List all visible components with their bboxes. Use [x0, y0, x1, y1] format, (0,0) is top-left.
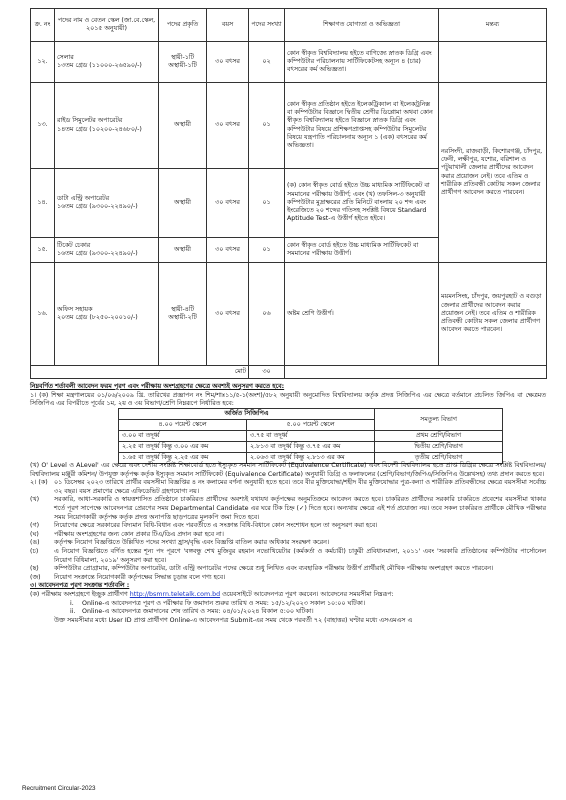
- condition-item: [30, 565, 546, 574]
- row-post: [55, 238, 159, 263]
- item-text: কম্পিউটার প্রোগ্রামার, কম্পিউটার অপারেটর, ডাটা এন্ট্রি অপারেটর পদের ক্ষেত্রে শুধু লিখিত এবং ব্যবহারিক পরীক্ষায় উত্তীর্ণ প্রার্থীরাই মৌখিক পরীক্ষায় অংশগ্রহণ করতে পারবেন।: [54, 565, 494, 573]
- table-row: [31, 42, 547, 83]
- total-empty: [285, 366, 547, 379]
- row-nature: অস্থায়ী: [159, 169, 207, 238]
- table-row: [31, 83, 547, 169]
- gpa-cell: ২.২৫ বা তদূর্ধ্ব কিন্তু ৩.০০ এর কম: [119, 442, 247, 453]
- row-qualification: কোন স্বীকৃত প্রতিষ্ঠান হইতে ইলেকট্রিক্যাল বা ইলেকট্রনিক্স বা কম্পিউটার বিজ্ঞানে দ্বিতীয় শ্রেণীর ডিপ্লোমা অথবা কোন স্বীকৃত বিশ্ববিদ্যালয় হইতে বিজ্ঞানে স্নাতক ডিগ্রি এবং কম্পিউটার বিষয়ে প্রশিক্ষণপ্রাপ্তসহ কম্পিউটার সিমুলেটর বিষয়ে যন্ত্রপাতি পরিচালনায় অন্যূন ১ (এক) বৎসরের কর্ম অভিজ্ঞতা।: [285, 83, 439, 169]
- gpa-cell: দ্বিতীয় শ্রেণি/বিভাগ: [375, 442, 503, 453]
- item-marker: (খ): [30, 496, 40, 504]
- row-remarks-block: ময়মনসিংহ, চাঁদপুর, জয়পুরহাট ও বগুড়া জেলার প্রার্থীদের আবেদন করার প্রয়োজন নেই। তবে এতিম ও শারীরিক প্রতিবন্ধী কোটায় সকল জেলার প্রার্থীগণ আবেদন করতে পারবেন।: [439, 263, 547, 366]
- item-marker: (চ): [30, 547, 39, 555]
- conditions-title: নিম্নবর্ণিত শর্তাবলী আবেদন ফরম পূরণ এবং পরীক্ষায় অংশগ্রহণের ক্ষেত্রে অবশ্যই অনুসরণ করতে হবে:: [30, 383, 285, 390]
- post-name: রাইড সিমুলেটর অপারেটর: [57, 117, 123, 125]
- row-count: ০১: [249, 238, 285, 263]
- post-name: সেলার: [57, 53, 74, 61]
- condition-item: [30, 539, 546, 548]
- row-qualification: (ক) কোন স্বীকৃত বোর্ড হইতে উচ্চ মাধ্যমিক সার্টিফিকেট বা সমমানের পরীক্ষায় উত্তীর্ণ; এবং (খ) তফসিল-৩ অনুযায়ী কম্পিউটার মুদ্রাক্ষরের প্রতি মিনিটে বাংলায় ২০ শব্দ এবং ইংরেজিতে ২০ শব্দের গতিসহ সংশ্লিষ্ট বিষয়ে Standard Aptitude Test-এ উত্তীর্ণ হইতে হইবে।: [285, 169, 439, 238]
- gpa-row: [119, 431, 503, 442]
- row-serial: ১৫.: [31, 238, 55, 263]
- row-count: ০১: [249, 169, 285, 238]
- row-remarks-block: নরসিংদী, রাজবাড়ী, কিশোরগঞ্জ, চাঁদপুর, ফেনী, লক্ষীপুর, যশোর, বরিশাল ও পটুয়াখালী জেলার প্রার্থীদের আবেদন করার প্রয়োজন নেই। তবে এতিম ও শারীরিক প্রতিবন্ধী কোটায় সকল জেলার প্রার্থীগণ আবেদন করতে পারবেন।: [439, 83, 547, 263]
- header-nature: পদের প্রকৃতি: [159, 9, 207, 42]
- section-3-ka: [30, 591, 546, 600]
- row-nature: অস্থায়ী: [159, 238, 207, 263]
- gpa-cell: তৃতীয় শ্রেণি/বিভাগ: [375, 453, 503, 464]
- row-nature: স্থায়ী-১টি অস্থায়ী-১টি: [159, 42, 207, 83]
- section-3-tail: উক্ত সময়সীমার মধ্যে User ID প্রাপ্ত প্রার্থীগণ Online-এ আবেদনপত্র Submit-এর সময় থেকে পরবর্তী ৭২ (বাহাত্তর) ঘণ্টার মধ্যে এসএমএস এ: [54, 616, 413, 624]
- row-qualification: কোন স্বীকৃত বোর্ড হইতে উচ্চ মাধ্যমিক সার্টিফিকেট বা সমমানের পরীক্ষায় উত্তীর্ণ।: [285, 238, 439, 263]
- gpa-cell: ২.০৬৩ বা তদূর্ধ্ব কিন্তু ২.৮১৩ এর কম: [247, 453, 375, 464]
- conditions-top: [30, 383, 546, 409]
- gpa-cell: ১.৬৫ বা তদূর্ধ্ব কিন্তু ২.২৫ এর কম: [119, 453, 247, 464]
- item-marker: i.: [70, 599, 74, 607]
- gpa-cell: প্রথম শ্রেণি/বিভাগ: [375, 431, 503, 442]
- total-label: মোট: [31, 366, 249, 379]
- row-qualification: অষ্টম শ্রেণি উত্তীর্ণ।: [285, 263, 439, 366]
- posts-table: [30, 8, 547, 379]
- item-text: ০১ ডিসেম্বর ২০২৩ তারিখে প্রার্থীর বয়সসীমা বিজ্ঞপ্তির ৪ নং কলামের বর্ণনা অনুযায়ী হতে হবে। তবে বীর মুক্তিযোদ্ধা/শহীদ বীর মুক্তিযোদ্ধার পুত্র-কন্যা ও শারীরিক প্রতিবন্ধীদের ক্ষেত্রে বয়সসীমা সর্বোচ্চ ৩২ বছর। বয়স প্রমাণের ক্ষেত্রে এফিডেভিট গ্রহণযোগ্য নয়।: [54, 479, 546, 495]
- header-serial: ক্র. নং: [31, 9, 55, 42]
- row-post: [55, 83, 159, 169]
- table-row: [31, 263, 547, 366]
- condition-item: [30, 548, 546, 565]
- row-nature: অস্থায়ী: [159, 83, 207, 169]
- conditions-bottom: [30, 462, 546, 625]
- post-name: টিকেট চেকার: [57, 241, 91, 249]
- post-grade: ১৪তম গ্রেড (১০২০০-২৪৬৮০/-): [57, 125, 142, 133]
- application-end-item: [30, 608, 546, 617]
- row-serial: ১৪.: [31, 169, 55, 238]
- item-text: নিয়োগের ক্ষেত্রে সরকারের বিদ্যমান বিধি-বিধান এবং পরবর্তীতে এ সংক্রান্ত বিধি-বিধানে কোন সংশোধন হলে তা অনুসরণ করা হবে।: [54, 522, 378, 530]
- header-age: বয়স: [207, 9, 249, 42]
- gpa-cell: ৩.৭৫ বা তদূর্ধ্ব: [247, 431, 375, 442]
- section-3-ka-prefix: (ক) পরীক্ষায় অংশগ্রহণে ইচ্ছুক প্রার্থীগণ: [30, 590, 128, 598]
- header-count: পদের সংখ্যা: [249, 9, 285, 42]
- post-grade: ১৬তম গ্রেড (৯৩০০-২২৪৯০/-): [57, 203, 138, 210]
- application-start-item: [30, 600, 546, 609]
- condition-item: [30, 522, 546, 531]
- item-marker: ii.: [70, 608, 76, 616]
- row-age: ৩০ বৎসর: [207, 42, 249, 83]
- section-3-ka-suffix: ওয়েবসাইটে আবেদনপত্র পূরণ করবেন। আবেদনের সময়সীমা নিম্নরূপ:: [220, 590, 394, 598]
- item-marker: ২। (ক): [30, 479, 48, 487]
- header-remarks: মন্তব্য: [439, 9, 547, 42]
- row-age: ৩০ বৎসর: [207, 83, 249, 169]
- condition-item: [30, 496, 546, 522]
- post-grade: ১৩তম গ্রেড (১১০০০-২৬৫৯০/-): [57, 62, 142, 69]
- row-qualification: কোন স্বীকৃত বিশ্ববিদ্যালয় হইতে বাণিজ্যে স্নাতক ডিগ্রি এবং কম্পিউটার পরিচালনায় সার্টিফিকেটসহ অন্যূন ৪ (চার) বৎসরের কর্ম অভিজ্ঞতা।: [285, 42, 439, 83]
- gpa-header-main: অর্জিত সিজিপিএ: [119, 409, 375, 420]
- gpa-table: [118, 408, 503, 464]
- total-value: ৩০: [249, 366, 285, 379]
- row-age: ৩০ বৎসর: [207, 238, 249, 263]
- row-remarks: [439, 42, 547, 83]
- item-text: পরীক্ষায় অংশগ্রহণের জন্য কোন প্রকার টিএ/ডিএ প্রদান করা হবে না।: [54, 530, 224, 538]
- row-age: ৩০ বৎসর: [207, 263, 249, 366]
- row-post: [55, 42, 159, 83]
- gpa-header-row: [119, 409, 503, 420]
- post-grade: ১৬তম গ্রেড (৯৩০০-২২৪৯০/-): [57, 250, 138, 257]
- footer-label: Recruitment Circular-2023: [22, 785, 96, 792]
- item-marker: (ছ): [30, 565, 39, 573]
- row-nature: স্থায়ী-৪টি অস্থায়ী-২টি: [159, 263, 207, 366]
- row-count: ০৬: [249, 263, 285, 366]
- gpa-cell: ২.৮১৩ বা তদূর্ধ্ব কিন্তু ৩.৭৫ এর কম: [247, 442, 375, 453]
- header-post-name: পদের নাম ও বেতন স্কেল (জা.বে.স্কেল, ২০১৫ অনুযায়ী): [55, 9, 159, 42]
- table-total-row: [31, 366, 547, 379]
- row-count: ০২: [249, 42, 285, 83]
- item-text: এ নিয়োগ বিজ্ঞপ্তিতে বর্ণিত হস্তের শূন্য পদ পূরণে 'বঙ্গবন্ধু শেখ মুজিবুর রহমান নভোথিয়েটার (কর্মকর্তা ও কর্মচারী) চাকুরী প্রবিধানমালা, ২০১১' এবং 'সরকারি প্রতিষ্ঠানের কম্পিউটার পার্সোনেল নিয়োগ বিধিমালা, ২০১৯' অনুসরণ করা হবে।: [54, 547, 546, 564]
- post-grade: ২০তম গ্রেড (৮২৫০-২০০১০/-): [57, 314, 138, 321]
- row-serial: ১৬.: [31, 263, 55, 366]
- application-start-text: Online-এ আবেদনপত্র পূরণ ও পরীক্ষার ফি জমাদান শুরুর তারিখ ও সময়: ১৫/১২/২০২৩ সকাল ১০:০০ ঘটিকা।: [82, 599, 366, 607]
- row-serial: ১৩.: [31, 83, 55, 169]
- condition-1-kha: (খ) O' Level ও ALevel' এর ক্ষেত্রে এবং দেশীয় সংশ্লিষ্ট শিক্ষাবোর্ড হতে ইস্যুকৃত সমমান সার্টিফিকেট (Equivalence Certificate) এবং বিদেশী বিশ্ববিদ্যালয় হতে প্রাপ্ত ডিগ্রির ক্ষেত্রে সংশ্লিষ্ট বিশ্ববিদ্যালয়/বিশ্ববিদ্যালয় মঞ্জুরী কমিশন/ উপযুক্ত কর্তৃপক্ষ কর্তৃক ইস্যুকৃত সমমান সার্টিফিকেট (Equivalence Certificate) অনুযায়ী ডিগ্রি ও ফলাফলের (শ্রেণি/বিভাগ/জিপিএ/সিজিপিএ উল্লেখসহ) তথ্য প্রদান করতে হবে।: [30, 462, 546, 478]
- application-end-text: Online-এ আবেদনপত্র জমাদানের শেষ তারিখ ও সময়: ০৪/০১/২০২৪ বিকাল ৫:০০ ঘটিকা।: [82, 608, 314, 616]
- item-text: নিয়োগ সংক্রান্তে নিয়োগকারী কর্তৃপক্ষের সিদ্ধান্ত চূড়ান্ত বলে গণ্য হবে।: [54, 573, 226, 581]
- gpa-row: [119, 442, 503, 453]
- application-website-link[interactable]: http://bsmrn.teletalk.com.bd: [129, 590, 221, 598]
- item-marker: (গ): [30, 522, 40, 530]
- row-age: ৩০ বৎসর: [207, 169, 249, 238]
- row-post: [55, 263, 159, 366]
- row-serial: ১২.: [31, 42, 55, 83]
- item-text: কর্তৃপক্ষ নিয়োগ বিজ্ঞপ্তিতে উল্লিখিত পদের সংখ্যা হ্রাস/বৃদ্ধি এবং বিজ্ঞপ্তি বাতিল করার অধিকার সংরক্ষণ করেন।: [54, 539, 330, 547]
- condition-item: [30, 479, 546, 496]
- gpa-col-5: ৫.০০ পয়েন্ট স্কেলে: [247, 420, 375, 431]
- gpa-col-4: ৪.০০ পয়েন্ট স্কেলে: [119, 420, 247, 431]
- section-3-title: ৩। আবেদনপত্র পূরণ সংক্রান্ত শর্তাবলি :: [30, 582, 130, 590]
- gpa-header-division: সমতুল্য বিভাগ: [375, 409, 503, 431]
- row-count: ০১: [249, 83, 285, 169]
- row-post: [55, 169, 159, 238]
- item-marker: (ঘ): [30, 530, 39, 538]
- item-text: সরকারি, আধা-সরকারি ও স্বায়ত্তশাসিত প্রতিষ্ঠানে চাকরিরত প্রার্থীদের অবশ্যই যথাযথ কর্তৃপক্ষের অনুমতিক্রমে আবেদন করতে হবে। চাকরিরত প্রার্থীদের সরকারি চাকরিতে প্রবেশের বয়সসীমা থাকার শর্তে পূরণ সাপেক্ষে আবেদনপত্র প্রেরণের সময় Departmental Candidate এর ঘরে টিক চিহ্ন (✓) দিতে হবে। অন্যথায় ক্ষেত্রে এই শর্ত প্রযোজ্য নয়। তবে সকল চাকরিরত প্রার্থীকে মৌখিক পরীক্ষার সময় নিয়োগকারী কর্তৃপক্ষ কর্তৃক প্রদত্ত অনাপত্তি ছাড়পত্রের মূলকপি জমা দিতে হবে।: [54, 496, 546, 521]
- post-name: অফিস সহায়ক: [57, 305, 93, 313]
- table-header-row: [31, 9, 547, 42]
- condition-1-ka: ১। (ক) শিক্ষা মন্ত্রণালয়ের ০১/০৬/২০০৯ খ্রি. তারিখের প্রজ্ঞাপন নং শিম/শাঃ১১/৫-১(অংশ)/৫৮২ অনুযায়ী অনুমোদিত বিশ্ববিদ্যালয় কর্তৃক প্রদত্ত সিজিপিএ এর ক্ষেত্রে বর্তমানে প্রচলিত জিপিএ বা ক্ষেত্রমত সিজিপিএ এর বিপরীতে পূর্বের ১ম, ২য় ও ৩য় বিভাগ/শ্রেণি নিম্নরূপে নির্ধারিত হবে:: [30, 391, 546, 408]
- item-marker: (জ): [30, 573, 41, 581]
- post-name: ডাটা এন্ট্রি অপারেটর: [57, 194, 110, 202]
- item-marker: (ঙ): [30, 539, 40, 547]
- header-qualification: শিক্ষাগত যোগ্যতা ও অভিজ্ঞতা: [285, 9, 439, 42]
- gpa-cell: ৩.০০ বা তদূর্ধ্ব: [119, 431, 247, 442]
